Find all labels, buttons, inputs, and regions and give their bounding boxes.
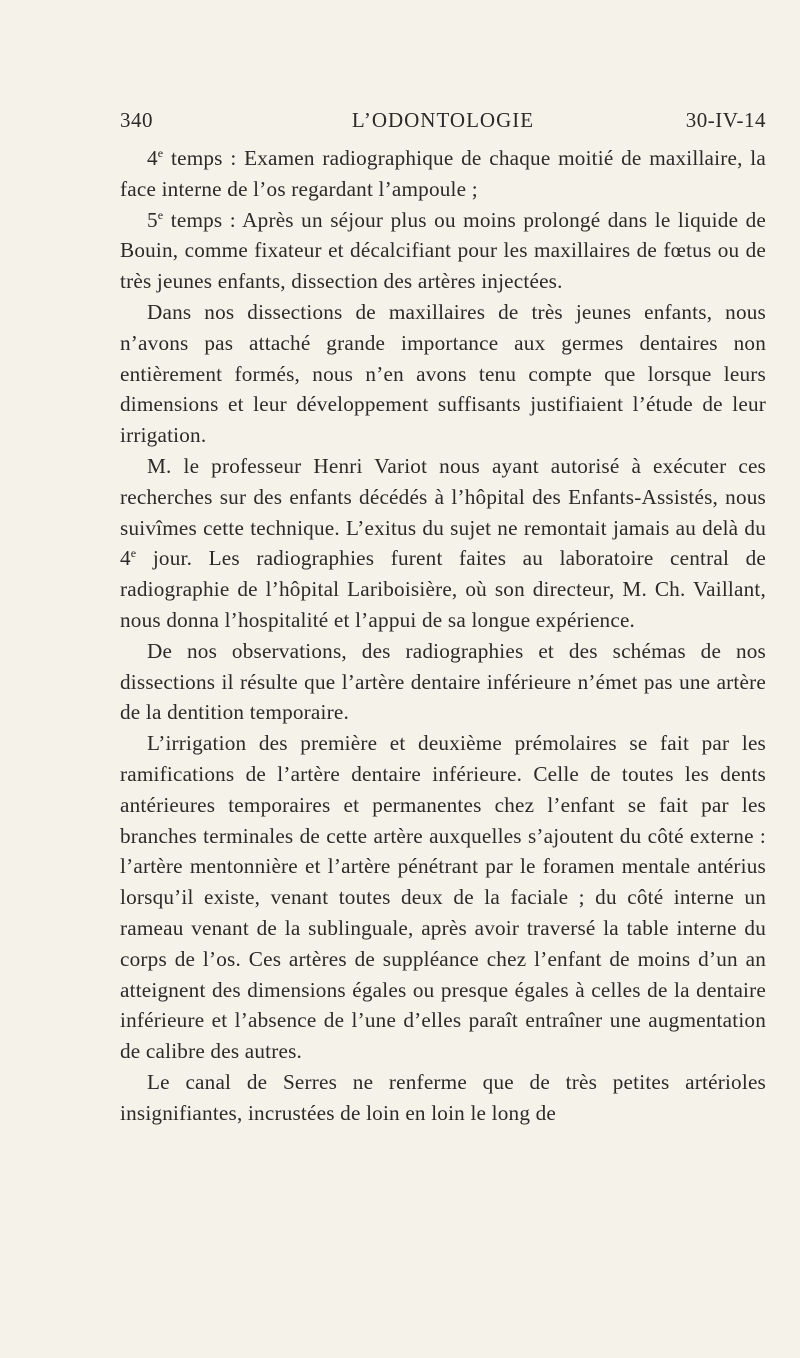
paragraph: L’irrigation des première et deuxième prémolaires se fait par les ramifications de l’artère dentaire inférieure. Celle de toutes les dents antérieures temporaires et permanentes chez l’enfant se fait par les branches terminales de cette artère auxquelles s’ajoutent du côté externe : l’artère mentonnière et l’artère pénétrant par le foramen mentale antérius lorsqu’il existe, venant toutes deux de la faciale ; du côté interne un rameau venant de la sublinguale, après avoir traversé la table interne du corps de l’os. Ces artères de suppléance chez l’enfant de moins d’un an atteignent des dimensions égales ou presque égales à celles de la dentaire inférieure et l’absence de l’une d’elles paraît entraîner une augmentation de calibre des autres. bbox=[120, 731, 766, 1064]
paragraph: M. le professeur Henri Variot nous ayant autorisé à exécuter ces recherches sur des enfants décédés à l’hôpital des Enfants-Assistés, nous suivîmes cette technique. L’exitus du sujet ne remontait jamais au delà du 4e jour. Les radiographies furent faites au laboratoire central de radiographie de l’hôpital Lariboisière, où son directeur, M. Ch. Vaillant, nous donna l’hospitalité et l’appui de sa longue expérience. bbox=[120, 453, 766, 632]
paragraph: Le canal de Serres ne renferme que de très petites artérioles insignifiantes, incrustées de loin en loin le long de bbox=[120, 1069, 766, 1125]
page-number: 340 bbox=[120, 108, 153, 132]
running-title: L’ODONTOLOGIE bbox=[351, 108, 535, 132]
paragraph: Dans nos dissections de maxillaires de très jeunes enfants, nous n’avons pas attaché grande importance aux germes dentaires non entièrement formés, nous n’en avons tenu compte que lorsque leurs dimensions et leur développement suffisants justifiaient l’étude de leur irrigation. bbox=[120, 299, 766, 448]
paragraph: 4e temps : Examen radiographique de chaque moitié de maxillaire, la face interne de l’os regardant l’ampoule ; bbox=[120, 146, 766, 201]
paragraph: 5e temps : Après un séjour plus ou moins prolongé dans le liquide de Bouin, comme fixateur et décalcifiant pour les maxillaires de fœtus ou de très jeunes enfants, dissection des artères injectées. bbox=[120, 207, 766, 294]
paragraph: De nos observations, des radiographies et des schémas de nos dissections il résulte que l’artère dentaire inférieure n’émet pas une artère de la dentition temporaire. bbox=[120, 638, 766, 725]
page-header bbox=[120, 108, 766, 140]
issue-date: 30-IV-14 bbox=[685, 108, 766, 132]
body-text bbox=[120, 143, 766, 1129]
